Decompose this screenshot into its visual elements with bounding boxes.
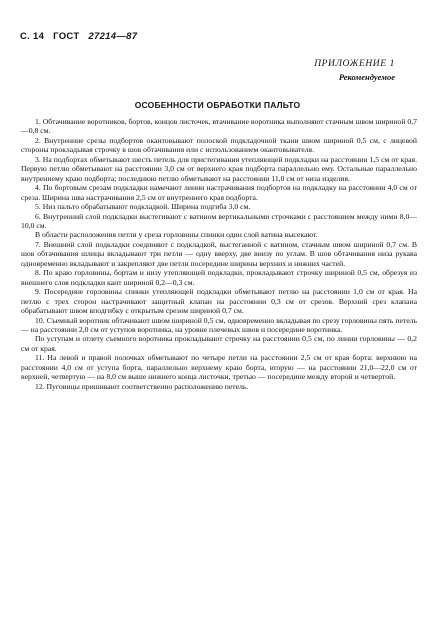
paragraph: 6. Внутренний слой подкладки выстегивают с ватином вертикальными строчками с расстоянием между ними 8,0—10,0 см. — [21, 211, 417, 230]
page-number: С. 14 — [20, 31, 45, 42]
paragraph: 10. Съемный воротник обтачивают швом шириной 0,5 см, одновременно вкладывая по срезу горловины пять петель — на расстоянии 2,0 см от уступов воротника, на уровне плечевых швов и посередине воротника. — [21, 315, 417, 334]
appendix-title: ПРИЛОЖЕНИЕ 1 — [314, 59, 395, 69]
paragraph: 1. Обтачивание воротников, бортов, концов листочек, втачивание воротника выполняют стачным швом шириной 0,7—0,8 см. — [21, 117, 418, 136]
paragraph: 7. Внешний слой подкладки соединяют с подкладкой, выстеганной с ватином, стачным швом шириной 0,7 см. В шов обтачивания шлицы вкладывают три петли — одну вверху, две внизу по углам. В шов обтачивания низа рукава одновременно вкладывают и закрепляют две петли посередине ширины верхних и нижних частей. — [21, 239, 417, 268]
paragraph: 9. Посередине горловины спинки утепляющей подкладки обметывают петлю на расстоянии 1,0 см от края. На петлю с трех сторон настрачивают защитный клапан на расстоянии 0,3 см от срезов. Верхний срез клапана обрабатывают швом вподгибку с открытым срезом шириной 0,7 см. — [21, 287, 417, 316]
paragraph: 8. По краю горловины, бортам и низу утепляющей подкладки, прокладывают строчку шириной 0,5 см, обрезуя из внешнего слоя подкладки кант шириной 0,2—0,3 см. — [21, 268, 417, 287]
appendix-heading — [314, 58, 395, 84]
appendix-status: Рекомендуемое — [338, 72, 395, 82]
section-title: ОСОБЕННОСТИ ОБРАБОТКИ ПАЛЬТО — [134, 100, 301, 110]
standard-label: ГОСТ — [53, 31, 80, 42]
paragraph: 11. На левой и правой полочках обметывают по четыре петли на расстоянии 2,5 см от края борта: верхнюю на расстоянии 4,0 см от уступа борта, параллельно верхнему краю борта, вторую — на расстоянии 21,0—22,0 см от верхней, четвертую — на 8,0 см выше нижнего конца листочки, третью — посередине между второй и четвертой. — [21, 353, 417, 382]
page-header — [20, 31, 143, 42]
paragraph: 3. На подбортах обметывают шесть петель для пристегивания утепляющей подкладки на расстоянии 1,5 см от края. Первую петлю обметывают на расстоянии 3,0 см от верхнего края подборта параллельно ему. Остальные параллельно внутреннему краю подборта; последнюю петлю обметывают на расстоянии 11,0 см от низа изделия. — [21, 154, 417, 183]
paragraph: 4. По бортовым срезам подкладки намечают линии настрачивания подбортов на подкладку на расстоянии 4,0 см от среза. Ширина шва настрачивания 2,5 см от внутреннего края подборта. — [21, 183, 417, 202]
paragraph: 2. Внутренние срезы подбортов окантовывают полоской подкладочной ткани швом шириной 0,5 см, с лицевой стороны прокладывая строчку в шов обтачивания или с использованием окантовывателя. — [21, 135, 417, 155]
paragraph: 12. Пуговицы пришивают соответственно расположению петель. — [35, 381, 249, 391]
paragraph: 5. Низ пальто обрабатывают подкладкой. Ширина подгиба 3,0 см. — [35, 202, 251, 212]
paragraph: По уступам и отлету съемного воротника прокладывают строчку на расстоянии 0,5 см, по линии горловины — 0,2 см от края. — [21, 334, 417, 353]
standard-number: 27214—87 — [88, 31, 138, 42]
paragraph: В области расположения петли у среза горловины спинки один слой ватина высекают. — [35, 230, 318, 240]
document-body — [21, 117, 417, 391]
